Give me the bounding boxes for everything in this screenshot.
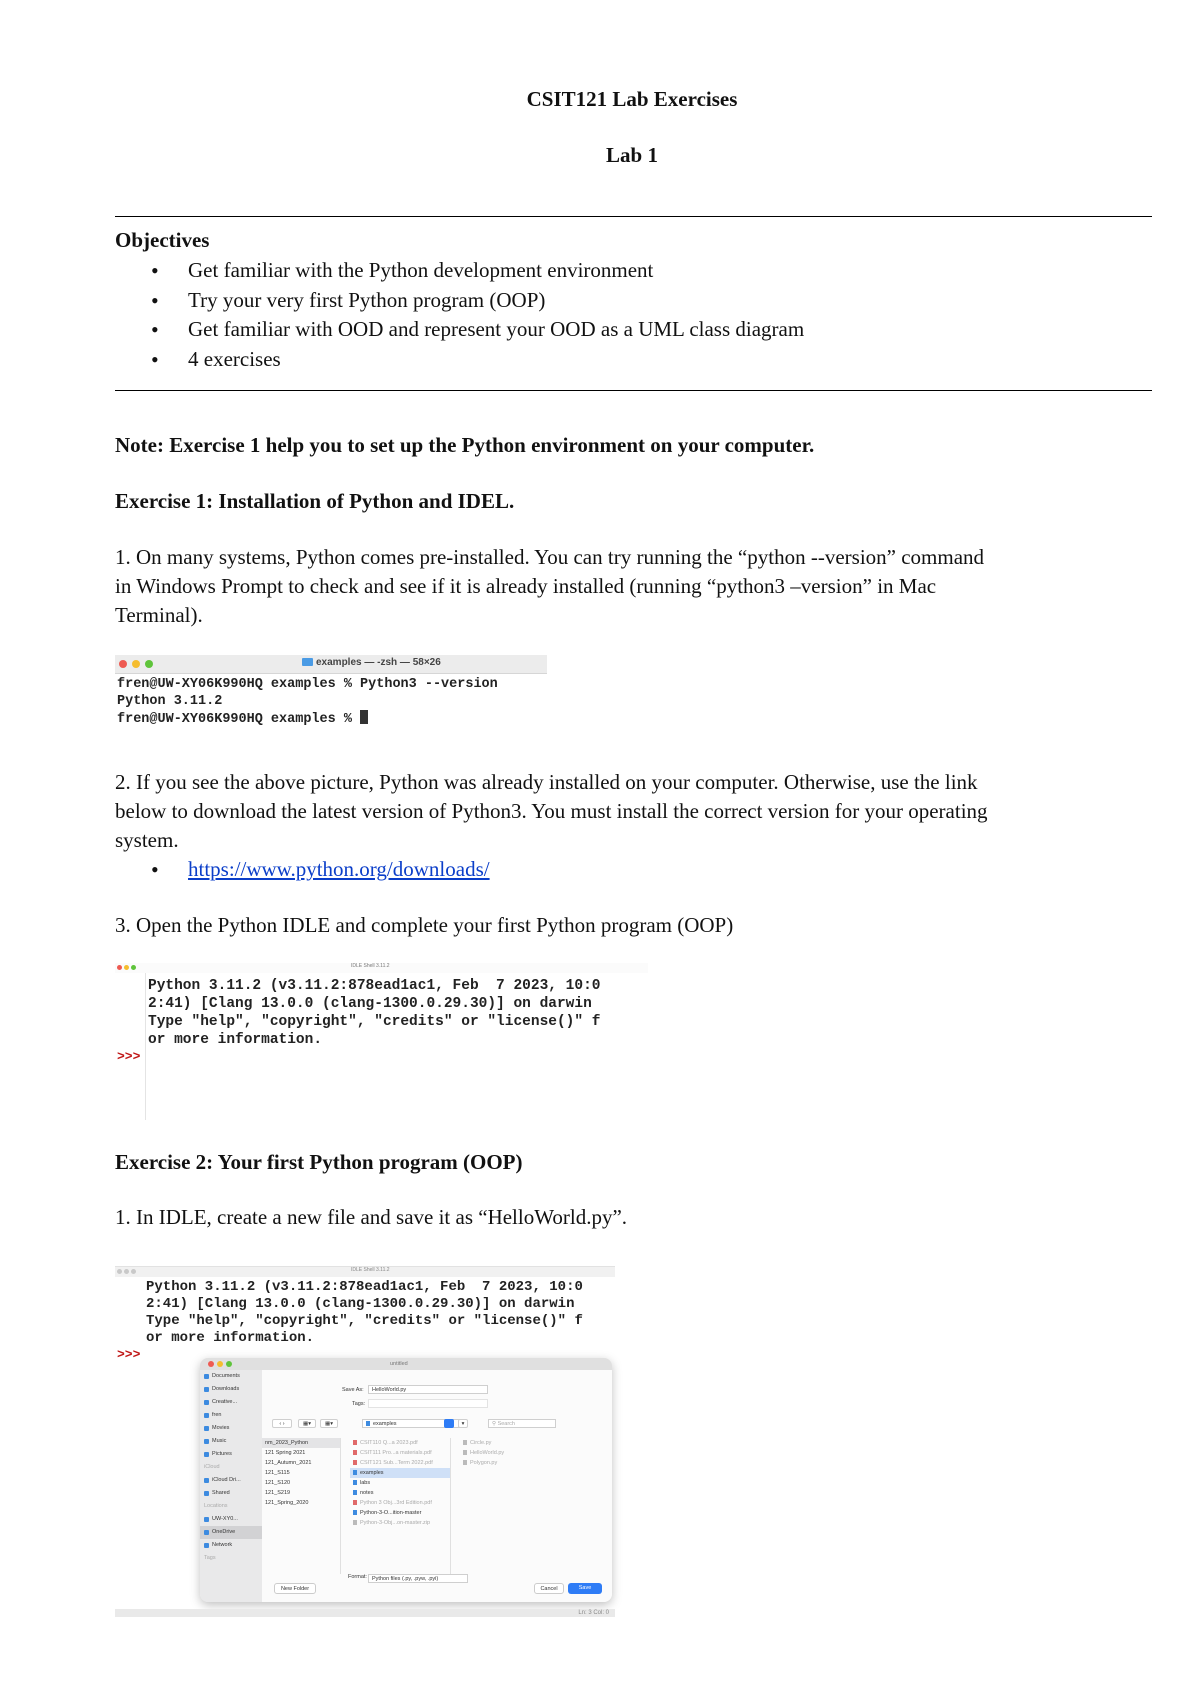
- folder-icon: [353, 1510, 357, 1515]
- exercise2-step1: 1. In IDLE, create a new file and save it as “HelloWorld.py”.: [115, 1205, 628, 1229]
- terminal-titlebar: [115, 655, 547, 674]
- note-text: Note: Exercise 1 help you to set up the Python environment on your computer.: [115, 433, 815, 457]
- document-title: CSIT121 Lab Exercises: [526, 87, 738, 111]
- idle-titlebar: [115, 963, 648, 973]
- view-mode-button[interactable]: ▦▾: [298, 1419, 316, 1428]
- close-dot-icon: [119, 660, 127, 668]
- folder-icon: [302, 658, 313, 666]
- document-subtitle: Lab 1: [606, 143, 658, 167]
- list-item[interactable]: Polygon.py: [460, 1458, 570, 1468]
- zoom-dot-icon[interactable]: [226, 1361, 232, 1367]
- zoom-dot-icon: [145, 660, 153, 668]
- idle-save-dialog-screenshot: [115, 1266, 615, 1617]
- minimize-dot-icon: [124, 965, 129, 970]
- exercise1-step2: 2. If you see the above picture, Python was already installed on your computer. Otherwise, use the link below to download the latest version of Python3. You must install the correct version for your operating system.: [115, 770, 988, 852]
- sidebar-item-fren[interactable]: fren: [200, 1409, 262, 1422]
- idle-title: IDLE Shell 3.11.2: [351, 1267, 390, 1273]
- idle-shell-screenshot: [115, 963, 648, 1120]
- folder-icon: [204, 1400, 209, 1405]
- folder-icon: [353, 1490, 357, 1495]
- terminal-output: fren@UW-XY06K990HQ examples % Python3 --version Python 3.11.2 fren@UW-XY06K990HQ examples %: [117, 677, 498, 727]
- sidebar-section-tags: Tags: [204, 1555, 216, 1561]
- idle-title: IDLE Shell 3.11.2: [351, 963, 390, 969]
- dialog-main: [262, 1370, 612, 1602]
- idle-prompt: >>>: [117, 1347, 141, 1362]
- list-item[interactable]: nm_2023_Python: [262, 1438, 340, 1448]
- list-item[interactable]: Python-3-O...ition-master: [350, 1508, 450, 1518]
- list-item[interactable]: labs: [350, 1478, 450, 1488]
- format-select[interactable]: Python files (.py, .pyw, .pyi): [368, 1574, 468, 1583]
- idle-gutter: [115, 973, 146, 1120]
- idle-status-bar: [115, 1609, 615, 1617]
- dialog-sidebar: [200, 1370, 262, 1602]
- download-link-list: [115, 855, 490, 885]
- minimize-dot-icon: [132, 660, 140, 668]
- file-icon: [463, 1450, 467, 1455]
- list-item: • 4 exercises: [115, 345, 804, 375]
- bottom-rule: [115, 390, 1152, 391]
- list-item[interactable]: 121 Spring 2021: [265, 1450, 306, 1456]
- network-icon: [204, 1543, 209, 1548]
- sidebar-item-shared[interactable]: Shared: [200, 1487, 262, 1500]
- sidebar-item-movies[interactable]: Movies: [200, 1422, 262, 1435]
- shared-folder-icon: [204, 1491, 209, 1496]
- idle-output: Python 3.11.2 (v3.11.2:878ead1ac1, Feb 7 2023, 10:0 2:41) [Clang 13.0.0 (clang-1300.0.29.30)] on darwin Type "help", "copyright", "credits" or "license()" f or more information.: [146, 1279, 583, 1346]
- chevron-down-icon[interactable]: ▾: [458, 1419, 468, 1428]
- list-item[interactable]: notes: [350, 1488, 450, 1498]
- music-icon: [204, 1439, 209, 1444]
- list-item[interactable]: 121_S219: [265, 1490, 291, 1496]
- zoom-dot-icon: [131, 1269, 136, 1274]
- list-item[interactable]: HelloWorld.py: [460, 1448, 570, 1458]
- list-item: • Get familiar with OOD and represent your OOD as a UML class diagram: [115, 315, 804, 345]
- sidebar-item-downloads[interactable]: Downloads: [200, 1383, 262, 1396]
- list-item[interactable]: CSIT110 Q...a 2023.pdf: [350, 1438, 450, 1448]
- tags-input[interactable]: [368, 1399, 488, 1408]
- exercise2-heading: Exercise 2: Your first Python program (OOP): [115, 1150, 523, 1174]
- sidebar-item-documents[interactable]: Documents: [200, 1370, 262, 1383]
- line-col-status: Ln: 3 Col: 0: [578, 1610, 609, 1616]
- list-item: • Try your very first Python program (OOP): [115, 286, 804, 316]
- pdf-icon: [353, 1500, 357, 1505]
- download-icon: [204, 1387, 209, 1392]
- pdf-icon: [353, 1440, 357, 1445]
- list-item[interactable]: CSIT121 Sub...Term 2022.pdf: [350, 1458, 450, 1468]
- list-item[interactable]: 121_Spring_2020: [265, 1500, 309, 1506]
- cloud-icon: [204, 1530, 209, 1535]
- idle-titlebar: [115, 1267, 615, 1277]
- list-item[interactable]: Circle.py: [460, 1438, 570, 1448]
- list-item[interactable]: 121_S120: [265, 1480, 291, 1486]
- sidebar-section-icloud: iCloud: [204, 1464, 220, 1470]
- sidebar-item-creative[interactable]: Creative...: [200, 1396, 262, 1409]
- film-icon: [204, 1426, 209, 1431]
- list-item[interactable]: 121_S115: [265, 1470, 290, 1476]
- list-item: • Get familiar with the Python development environment: [115, 256, 804, 286]
- list-item[interactable]: examples: [350, 1468, 450, 1478]
- group-button[interactable]: ▦▾: [320, 1419, 338, 1428]
- search-input[interactable]: ⚲ Search: [488, 1419, 556, 1428]
- objectives-list: [115, 256, 804, 374]
- picture-icon: [204, 1452, 209, 1457]
- format-label: Format:: [348, 1574, 367, 1580]
- home-icon: [204, 1413, 209, 1418]
- folder-icon: [204, 1374, 209, 1379]
- cancel-button[interactable]: Cancel: [534, 1583, 564, 1594]
- list-item[interactable]: CSIT111 Pro...a materials.pdf: [350, 1448, 450, 1458]
- save-button[interactable]: Save: [568, 1583, 602, 1594]
- sidebar-item-music[interactable]: Music: [200, 1435, 262, 1448]
- new-folder-button[interactable]: New Folder: [274, 1583, 316, 1594]
- file-icon: [463, 1460, 467, 1465]
- browser-column-3: [460, 1438, 570, 1574]
- browser-column-1: [262, 1438, 341, 1574]
- list-item[interactable]: Python 3 Obj...3rd Edition.pdf: [350, 1498, 450, 1508]
- sidebar-item-pictures[interactable]: Pictures: [200, 1448, 262, 1461]
- terminal-title: examples — -zsh — 58×26: [316, 657, 441, 668]
- sidebar-item-icloud-drive[interactable]: iCloud Dri...: [200, 1474, 262, 1487]
- computer-icon: [204, 1517, 209, 1522]
- list-item[interactable]: 121_Autumn_2021: [265, 1460, 312, 1466]
- sidebar-item-network[interactable]: Network: [200, 1539, 262, 1552]
- list-item[interactable]: Python-3-Obj...on-master.zip: [350, 1518, 450, 1528]
- save-dialog: [200, 1358, 612, 1602]
- python-download-link[interactable]: https://www.python.org/downloads/: [188, 857, 490, 881]
- exercise1-step1: 1. On many systems, Python comes pre-installed. You can try running the “python --version” command in Windows Prompt to check and see if it is already installed (running “python3 –version” in Mac Terminal).: [115, 545, 985, 627]
- exercise1-step3: 3. Open the Python IDLE and complete your first Python program (OOP): [115, 913, 734, 937]
- dialog-title: untitled: [390, 1361, 408, 1367]
- terminal-screenshot: [115, 655, 547, 727]
- folder-icon: [366, 1421, 370, 1426]
- exercise1-heading: Exercise 1: Installation of Python and IDEL.: [115, 489, 515, 513]
- cloud-icon: [204, 1478, 209, 1483]
- dialog-titlebar: [200, 1358, 612, 1370]
- close-dot-icon: [117, 965, 122, 970]
- sidebar-item-computer[interactable]: UW-XY0...: [200, 1513, 262, 1526]
- browser-column-2: [350, 1438, 451, 1574]
- folder-icon: [353, 1480, 357, 1485]
- idle-prompt: >>>: [117, 1049, 141, 1064]
- sidebar-section-locations: Locations: [204, 1503, 228, 1509]
- close-dot-icon: [117, 1269, 122, 1274]
- minimize-dot-icon[interactable]: [217, 1361, 223, 1367]
- save-as-input[interactable]: HelloWorld.py: [368, 1385, 488, 1394]
- save-as-label: Save As:: [342, 1387, 364, 1393]
- location-select[interactable]: examples: [362, 1419, 462, 1428]
- pdf-icon: [353, 1450, 357, 1455]
- sidebar-item-onedrive[interactable]: OneDrive: [200, 1526, 262, 1539]
- objectives-heading: Objectives: [115, 228, 210, 252]
- minimize-dot-icon: [124, 1269, 129, 1274]
- chevron-down-icon[interactable]: [444, 1419, 454, 1428]
- idle-output: Python 3.11.2 (v3.11.2:878ead1ac1, Feb 7 2023, 10:0 2:41) [Clang 13.0.0 (clang-1300.0.29.30)] on darwin Type "help", "copyright", "credits" or "license()" f or more information.: [148, 978, 601, 1048]
- top-rule: [115, 216, 1152, 217]
- list-item: [115, 855, 490, 885]
- file-icon: [463, 1440, 467, 1445]
- close-dot-icon[interactable]: [208, 1361, 214, 1367]
- pdf-icon: [353, 1460, 357, 1465]
- tags-label: Tags:: [352, 1401, 366, 1407]
- cursor-icon: [360, 710, 368, 724]
- zip-icon: [353, 1520, 357, 1525]
- back-forward-button[interactable]: ‹ ›: [272, 1419, 292, 1428]
- zoom-dot-icon: [131, 965, 136, 970]
- folder-icon: [353, 1470, 357, 1475]
